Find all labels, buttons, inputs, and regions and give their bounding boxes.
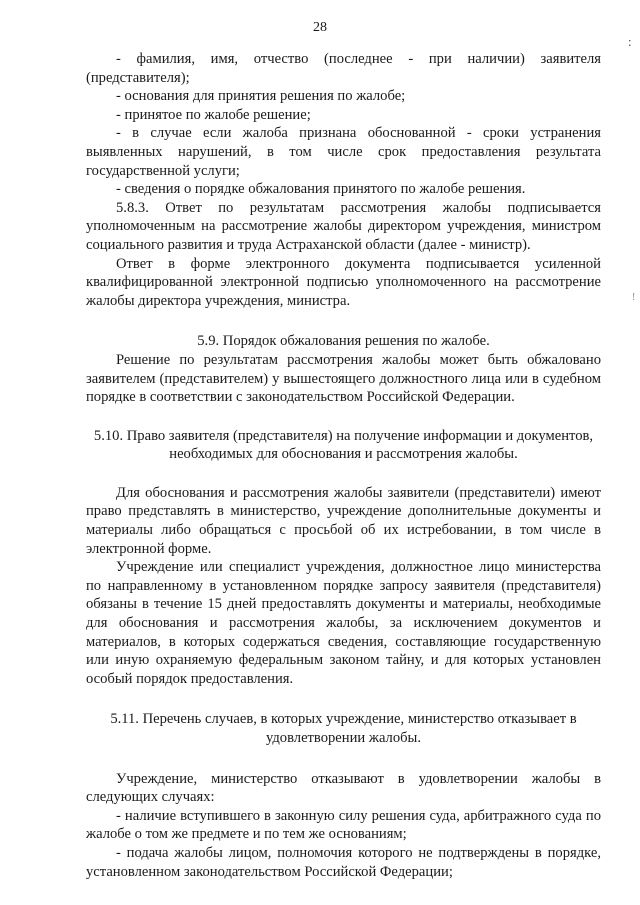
paragraph: Ответ в форме электронного документа подписывается усиленной квалифицированной электронной подписью уполномоченного на рассмотрение жалобы директора учреждения, министра. [86, 255, 601, 309]
edge-mark: : [628, 34, 632, 49]
spacer [86, 464, 601, 484]
paragraph: - в случае если жалоба признана обоснованной - сроки устранения выявленных нарушений, в том числе срок предоставления результата государственной услуги; [86, 125, 601, 179]
paragraph: - основания для принятия решения по жалобе; [116, 88, 406, 105]
section-heading: 5.10. Право заявителя (представителя) на получение информации и документов, необходимых для обоснования и рассмотрения жалобы. [93, 427, 594, 463]
section-heading: 5.9. Порядок обжалования решения по жалобе. [197, 333, 490, 350]
paragraph: Для обоснования и рассмотрения жалобы заявители (представители) имеют право представлять в министерство, учреждение дополнительные документы и материалы либо обращаться с просьбой об их истребовании, в том числе в электронной форме. [86, 484, 601, 557]
paragraph: - подача жалобы лицом, полномочия которого не подтверждены в порядке, установленном законодательством Российской Федерации; [86, 844, 601, 880]
paragraph: - принятое по жалобе решение; [116, 106, 311, 123]
spacer [86, 310, 601, 332]
paragraph: - сведения о порядке обжалования принятого по жалобе решения. [116, 181, 526, 198]
paragraph: Решение по результатам рассмотрения жалобы может быть обжаловано заявителем (представителем) у вышестоящего должностного лица или в судебном порядке в соответствии с законодательством Российской Федерации. [86, 351, 601, 406]
paragraph: Учреждение, министерство отказывают в удовлетворении жалобы в следующих случаях: [86, 770, 601, 806]
paragraph: - фамилия, имя, отчество (последнее - при наличии) заявителя (представителя); [86, 51, 601, 86]
spacer [86, 748, 601, 770]
document-body [86, 50, 601, 881]
page-number: 28 [313, 20, 327, 35]
spacer [86, 407, 601, 427]
paragraph: - наличие вступившего в законную силу решения суда, арбитражного суда по жалобе о том же предмете и по тем же основаниям; [86, 807, 601, 843]
spacer [86, 688, 601, 710]
section-heading: 5.11. Перечень случаев, в которых учреждение, министерство отказывает в удовлетворении жалобы. [110, 711, 577, 746]
paragraph: Учреждение или специалист учреждения, должностное лицо министерства по направленному в установленном порядке запросу заявителя (представителя) обязаны в течение 15 дней предоставлять документы и материалы, необходимые для обоснования и рассмотрения жалобы, за исключением документов и материалов, в которых содержаться сведения, составляющие государственную или иную охраняемую федеральным законом тайну, и для которых установлен особый порядок предоставления. [86, 559, 601, 687]
paragraph: 5.8.3. Ответ по результатам рассмотрения жалобы подписывается уполномоченным на рассмотрение жалобы директором учреждения, министром социального развития и труда Астраханской области (далее - министр). [86, 199, 601, 253]
edge-mark: ! [632, 292, 636, 303]
